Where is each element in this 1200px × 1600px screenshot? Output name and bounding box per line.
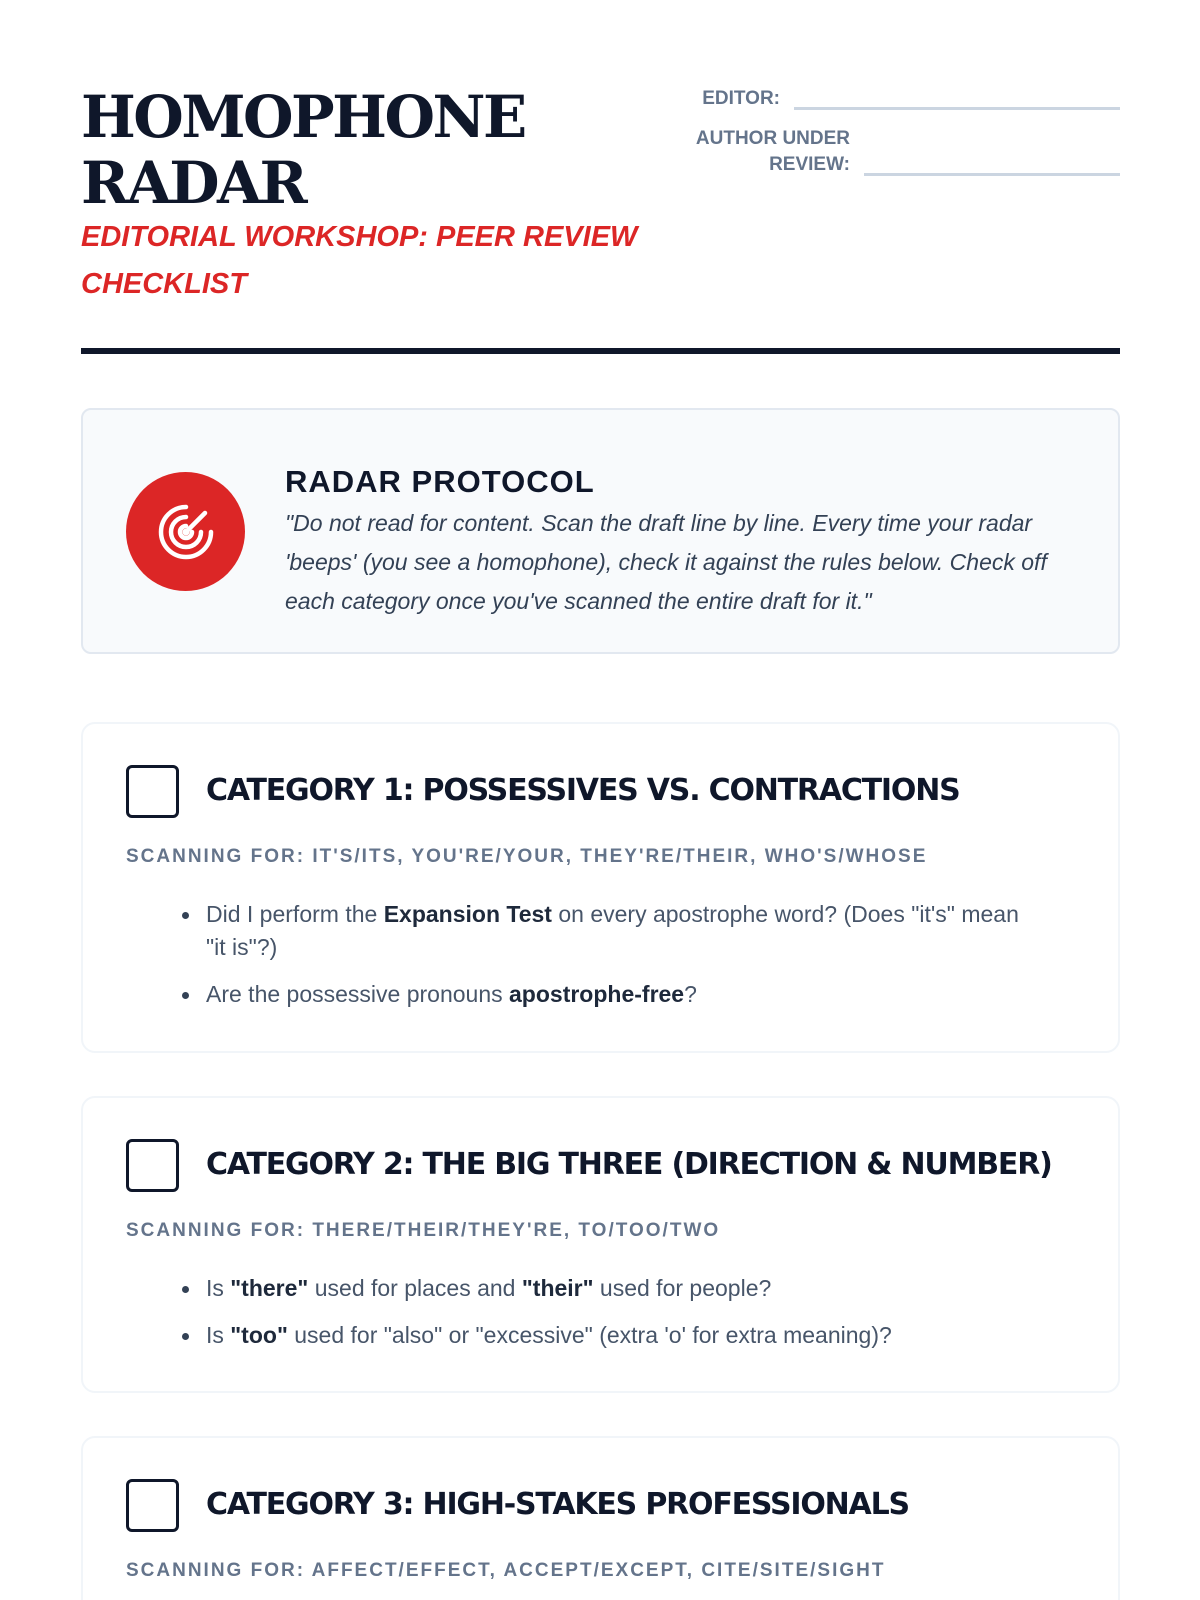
checklist-item bbox=[206, 1319, 1026, 1352]
author-field bbox=[690, 126, 1120, 178]
author-input-line[interactable] bbox=[864, 173, 1120, 176]
author-label: AUTHOR UNDER REVIEW: bbox=[695, 128, 850, 175]
item-text: Is bbox=[206, 1322, 231, 1348]
scanning-for: SCANNING FOR: AFFECT/EFFECT, ACCEPT/EXCEPT, CITE/SITE/SIGHT bbox=[126, 1560, 886, 1581]
category-title: CATEGORY 2: THE BIG THREE (DIRECTION & NUMBER) bbox=[206, 1147, 1052, 1182]
item-emphasis: "there" bbox=[230, 1275, 309, 1301]
item-text: on every apostrophe word? (Does "it's" mean "it is"?) bbox=[206, 901, 1019, 960]
scanning-for: SCANNING FOR: IT'S/ITS, YOU'RE/YOUR, THEY'RE/THEIR, WHO'S/WHOSE bbox=[126, 846, 928, 867]
item-emphasis: "their" bbox=[521, 1275, 594, 1301]
header bbox=[81, 0, 1120, 356]
radar-icon bbox=[126, 472, 245, 591]
category-3-checkbox[interactable] bbox=[126, 1479, 179, 1532]
category-card bbox=[81, 722, 1120, 1053]
item-emphasis: Expansion Test bbox=[383, 901, 552, 927]
category-2-checkbox[interactable] bbox=[126, 1139, 179, 1192]
page-subtitle: EDITORIAL WORKSHOP: PEER REVIEW CHECKLIST bbox=[81, 221, 638, 300]
checklist-items bbox=[206, 898, 1026, 1025]
item-text: used for "also" or "excessive" (extra 'o' for extra meaning)? bbox=[287, 1322, 892, 1348]
item-text: used for places and bbox=[308, 1275, 522, 1301]
checklist-items bbox=[206, 1272, 1026, 1366]
reviewer-fields bbox=[690, 86, 1120, 192]
item-text: used for people? bbox=[593, 1275, 772, 1301]
category-title: CATEGORY 3: HIGH-STAKES PROFESSIONALS bbox=[206, 1487, 909, 1522]
protocol-instructions: "Do not read for content. Scan the draft line by line. Every time your radar 'beeps' (you see a homophone), check it against the rules below. Check off each category once you've scanned the entire draft for it." bbox=[285, 510, 1047, 614]
editor-label: EDITOR: bbox=[702, 88, 780, 109]
item-text: Did I perform the bbox=[206, 901, 384, 927]
checklist-item bbox=[206, 898, 1026, 964]
protocol-title: RADAR PROTOCOL bbox=[285, 464, 595, 499]
item-emphasis: apostrophe-free bbox=[509, 981, 685, 1007]
editor-input-line[interactable] bbox=[794, 107, 1120, 110]
category-card bbox=[81, 1436, 1120, 1600]
editor-field bbox=[690, 86, 1120, 112]
category-1-checkbox[interactable] bbox=[126, 765, 179, 818]
item-emphasis: "too" bbox=[230, 1322, 288, 1348]
category-card bbox=[81, 1096, 1120, 1393]
scanning-for: SCANNING FOR: THERE/THEIR/THEY'RE, TO/TOO/TWO bbox=[126, 1220, 721, 1241]
item-text: Is bbox=[206, 1275, 231, 1301]
radar-protocol-box bbox=[81, 408, 1120, 654]
checklist-item bbox=[206, 978, 1026, 1011]
item-text: ? bbox=[684, 981, 697, 1007]
item-text: Are the possessive pronouns bbox=[206, 981, 510, 1007]
checklist-page bbox=[81, 0, 1120, 1581]
header-divider bbox=[81, 348, 1120, 354]
category-title: CATEGORY 1: POSSESSIVES VS. CONTRACTIONS bbox=[206, 773, 960, 808]
checklist-item bbox=[206, 1272, 1026, 1305]
page-title: HOMOPHONE RADAR bbox=[81, 83, 525, 217]
